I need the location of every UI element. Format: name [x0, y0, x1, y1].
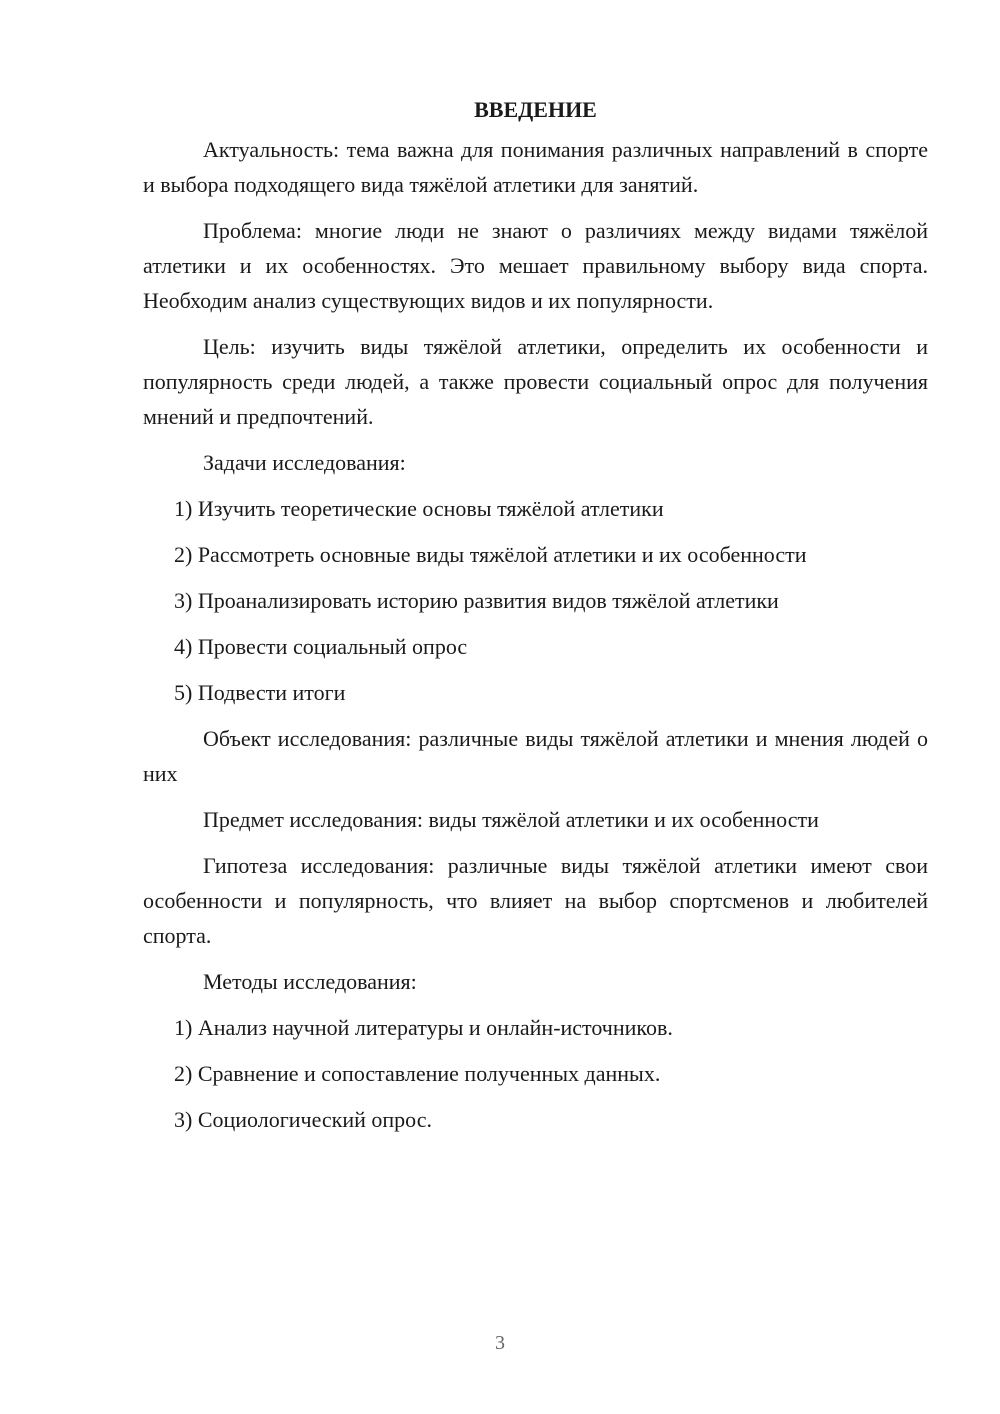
relevance-paragraph: Актуальность: тема важна для понимания различных направлений в спорте и выбора подходящего вида тяжёлой атлетики для занятий.: [143, 137, 928, 197]
hypothesis-paragraph: Гипотеза исследования: различные виды тяжёлой атлетики имеют свои особенности и популярность, что влияет на выбор спортсменов и любителей спорта.: [143, 853, 928, 948]
methods-heading: Методы исследования:: [203, 969, 417, 994]
method-item: 3) Социологический опрос.: [174, 1107, 432, 1132]
method-item: 1) Анализ научной литературы и онлайн-источников.: [174, 1015, 673, 1040]
task-item: 5) Подвести итоги: [174, 680, 346, 705]
page-number: 3: [495, 1332, 505, 1354]
goal-paragraph: Цель: изучить виды тяжёлой атлетики, определить их особенности и популярность среди людей, а также провести социальный опрос для получения мнений и предпочтений.: [143, 334, 928, 429]
subject-paragraph: Предмет исследования: виды тяжёлой атлетики и их особенности: [203, 807, 819, 832]
method-item: 2) Сравнение и сопоставление полученных данных.: [174, 1061, 661, 1086]
tasks-heading: Задачи исследования:: [203, 450, 406, 475]
task-item: 1) Изучить теоретические основы тяжёлой атлетики: [174, 496, 664, 521]
task-item: 2) Рассмотреть основные виды тяжёлой атлетики и их особенности: [174, 542, 807, 567]
methods-list: [143, 1010, 928, 1137]
object-paragraph: Объект исследования: различные виды тяжёлой атлетики и мнения людей о них: [143, 726, 928, 786]
task-item: 4) Провести социальный опрос: [174, 634, 468, 659]
section-title: ВВЕДЕНИЕ: [474, 97, 597, 122]
tasks-list: [143, 491, 928, 710]
problem-paragraph: Проблема: многие люди не знают о различиях между видами тяжёлой атлетики и их особенностях. Это мешает правильному выбору вида спорта. Необходим анализ существующих видов и их популярности.: [143, 218, 928, 313]
task-item: 3) Проанализировать историю развития видов тяжёлой атлетики: [174, 588, 779, 613]
document-body: [143, 92, 928, 1148]
